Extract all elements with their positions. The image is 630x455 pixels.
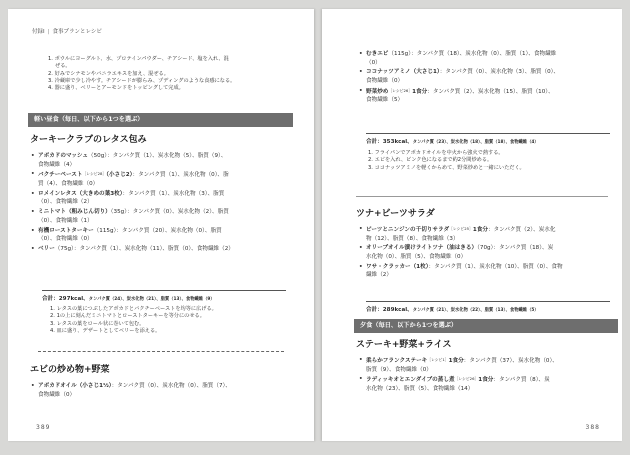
ingredient-list [30,152,292,255]
step-item: 3. ココナッツアミノを軽くからめて、野菜炒めと一緒にいただく。 [368,164,525,171]
ingredient-item: • ラディッキオとエンダイブの蒸し煮［レシピ26］1食分：タンパク質（8）、炭 水化物（23）、脂質（5）、食物繊維（14） [358,375,614,393]
ingredient-item: • ミニトマト（粗みじん切り）（35g）：タンパク質（0）、炭水化物（2）、脂質 （0）、食物繊維（1） [30,208,292,225]
nutrition-total: 合計：297kcal、タンパク質（24）、炭水化物（21）、脂質（13）、食物繊維（9） [42,290,286,302]
right-page [322,9,622,441]
step-item: 2. エビを入れ、ピンク色になるまで約2分間炒める。 [368,157,493,164]
ingredient-item: • 有機ローストターキー（115g）：タンパク質（20）、炭水化物（0）、脂質 （0）、食物繊維（0） [30,227,292,244]
nutrition-total: 合計：353kcal、タンパク質（23）、炭水化物（18）、脂質（18）、食物繊維（4） [366,133,610,145]
ingredient-list [358,225,614,281]
section-title: 食事プランとレシピ [52,29,102,35]
section-divider [356,196,608,197]
ingredient-list [30,382,292,400]
ingredient-item: • アボカドのマッシュ（50g）：タンパク質（1）、炭水化物（5）、脂質（9）、 食物繊維（4） [30,152,292,169]
step-item: 4. 皿に盛り、デザートとしてベリーを添える。 [50,327,161,334]
recipe-title: ツナ+ビーツサラダ [356,209,435,219]
ingredient-item: • 野菜炒め［レシピ26］1食分：タンパク質（2）、炭水化物（15）、脂質（10）、 食物繊維（5） [358,87,614,105]
running-head: 付録Ⅰ | 食事プランとレシピ [32,29,102,35]
pudding-steps [48,56,298,92]
page-number: 389 [36,424,51,431]
nutrition-total: 合計：289kcal、タンパク質（21）、炭水化物（22）、脂質（13）、食物繊維（5） [366,301,610,313]
section-divider [38,351,284,352]
left-page [8,9,314,441]
appendix-label: 付録Ⅰ [32,29,45,35]
step-item: 2. 好みでシナモンやバニラエキスを加え、混ぜる。 [48,70,169,77]
ingredient-item: • ワサ・クラッカー（1枚）：タンパク質（1）、炭水化物（10）、脂質（0）、食物 繊維（2） [358,263,614,280]
recipe-title: エビの炒め物+野菜 [30,365,110,375]
ingredient-item: • ロメインレタス（大きめの葉3枚）：タンパク質（1）、炭水化物（3）、脂質 （0）、食物繊維（2） [30,190,292,207]
step-item: 4. 器に盛り、ベリーとアーモンドをトッピングして完成。 [48,85,184,92]
recipe-title: ステーキ+野菜+ライス [356,340,452,350]
shrimp-steps [368,150,608,172]
step-item: 1. レタスの葉につぶしたアボカドとバクチーペーストを均等に広げる。 [50,306,217,312]
step-item: 1. ボウルにヨーグルト、水、プロテインパウダー、チアシード、塩を入れ、混 [48,56,229,62]
recipe-title: ターキークラブのレタス包み [30,135,147,145]
step-item: 3. レタスの葉をロール状に巻いて包む。 [50,320,145,327]
ingredient-item: • ベリー（75g）：タンパク質（1）、炭水化物（11）、脂質（0）、食物繊維（2） [30,245,292,254]
ingredient-item: • バクチーペースト［レシピ28］（小さじ2）：タンパク質（1）、炭水化物（0）、脂 質（4）、食物繊維（0） [30,170,292,188]
ingredient-item: • むきエビ（115g）：タンパク質（18）、炭水化物（0）、脂質（1）、食物繊維 （0） [358,50,614,67]
ingredient-item: • ココナッツアミノ（大さじ1）：タンパク質（0）、炭水化物（3）、脂質（0）、 食物繊維（0） [358,68,614,85]
wrap-steps [50,306,290,335]
step-item: ぜる。 [55,63,71,70]
lunch-section-bar: 軽い昼食（毎日、以下から1つを選ぶ） [28,113,293,127]
dinner-section-bar: 夕食（毎日、以下から1つを選ぶ） [354,319,618,333]
ingredient-item: • ビーツとニンジンの千切りサラダ［レシピ25］1食分：タンパク質（2）、炭水化 物（12）、脂質（8）、食物繊維（3） [358,225,614,243]
ingredient-item: • 柔らかフランクステーキ［レシピ1］1食分：タンパク質（37）、炭水化物（0）、 脂質（9）、食物繊維（0） [358,356,614,374]
step-item: 3. 冷蔵庫で少し冷やす。チアシードが膨らみ、プディングのような食感になる。 [48,77,236,84]
ingredient-list [358,356,614,395]
page-number: 388 [585,424,600,431]
ingredient-item: • アボカドオイル（小さじ1½）：タンパク質（0）、炭水化物（0）、脂質（7）、 食物繊維（0） [30,382,292,399]
ingredient-list [358,50,614,106]
step-item: 2. 1の上に刻んだミニトマトとローストターキーを等分にのせる。 [50,313,205,320]
step-item: 1. フライパンでアボカドオイルを中火から強火で熱する。 [368,150,504,156]
ingredient-item: • オリーブオイル漬けライトツナ（油はきる）（70g）：タンパク質（18）、炭 水化物（0）、脂質（5）、食物繊維（0） [358,244,614,261]
